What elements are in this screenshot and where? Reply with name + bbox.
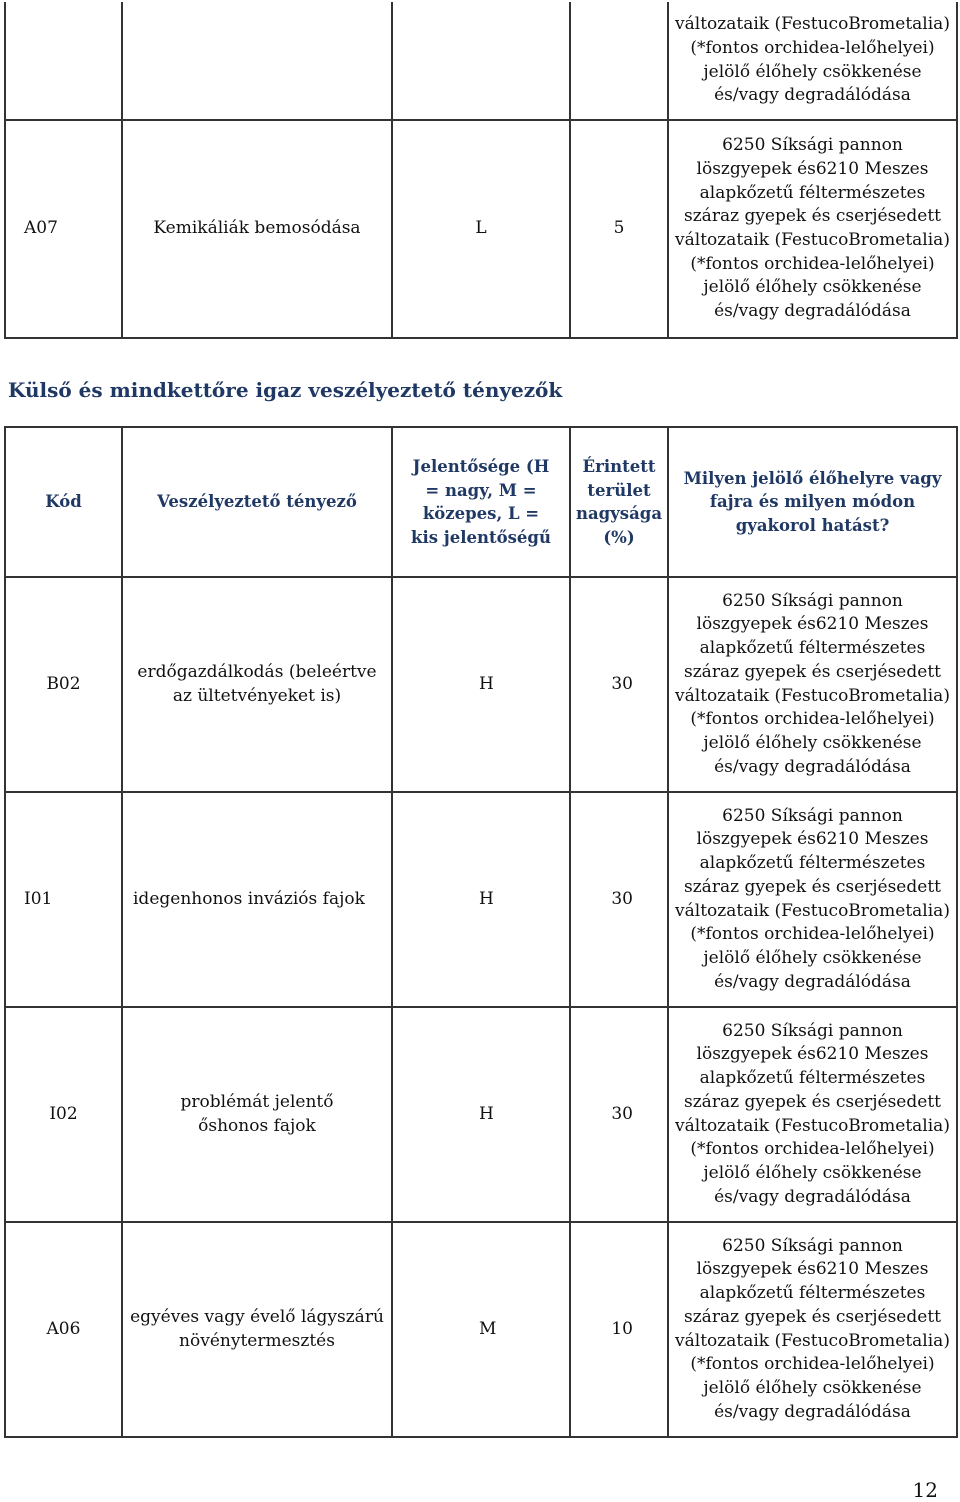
table-row	[5, 2, 957, 120]
factor-cell: erdőgazdálkodás (beleértve az ültetvényeket is)	[122, 577, 392, 792]
header-impact: Milyen jelölő élőhelyre vagy fajra és milyen módon gyakorol hatást?	[668, 427, 957, 577]
page-number: 12	[912, 1478, 938, 1502]
table-header-row	[5, 427, 957, 577]
impact-cell: 6250 Síksági pannon löszgyepek és6210 Meszes alapkőzetű féltermészetes száraz gyepek és cserjésedett változataik (FestucoBrometalia)(*fontos orchidea-lelőhelyei) jelölő élőhely csökkenése és/vagy degradálódása	[668, 792, 957, 1007]
level-cell: H	[392, 577, 570, 792]
area-cell: 5	[570, 120, 668, 338]
table-row	[5, 1222, 957, 1437]
area-cell	[570, 2, 668, 120]
factor-cell: Kemikáliák bemosódása	[122, 120, 392, 338]
table-row	[5, 1007, 957, 1222]
header-code: Kód	[5, 427, 122, 577]
table-row	[5, 792, 957, 1007]
threats-table-continued	[4, 2, 958, 339]
area-cell: 30	[570, 577, 668, 792]
area-cell: 30	[570, 1007, 668, 1222]
impact-cell: változataik (FestucoBrometalia)(*fontos orchidea-lelőhelyei) jelölő élőhely csökkenése és/vagy degradálódása	[668, 2, 957, 120]
impact-cell: 6250 Síksági pannon löszgyepek és6210 Meszes alapkőzetű féltermészetes száraz gyepek és cserjésedett változataik (FestucoBrometalia)(*fontos orchidea-lelőhelyei) jelölő élőhely csökkenése és/vagy degradálódása	[668, 1222, 957, 1437]
code-cell	[5, 2, 122, 120]
code-cell: I02	[5, 1007, 122, 1222]
code-cell: A07	[5, 120, 122, 338]
area-cell: 10	[570, 1222, 668, 1437]
level-cell	[392, 2, 570, 120]
level-cell: H	[392, 792, 570, 1007]
threats-table	[4, 426, 958, 1438]
factor-cell: problémát jelentő őshonos fajok	[122, 1007, 392, 1222]
level-cell: M	[392, 1222, 570, 1437]
area-cell: 30	[570, 792, 668, 1007]
code-cell: A06	[5, 1222, 122, 1437]
header-factor: Veszélyeztető tényező	[122, 427, 392, 577]
table-row	[5, 120, 957, 338]
impact-cell: 6250 Síksági pannon löszgyepek és6210 Meszes alapkőzetű féltermészetes száraz gyepek és cserjésedett változataik (FestucoBrometalia)(*fontos orchidea-lelőhelyei) jelölő élőhely csökkenése és/vagy degradálódása	[668, 577, 957, 792]
impact-cell: 6250 Síksági pannon löszgyepek és6210 Meszes alapkőzetű féltermészetes száraz gyepek és cserjésedett változataik (FestucoBrometalia)(*fontos orchidea-lelőhelyei) jelölő élőhely csökkenése és/vagy degradálódása	[668, 120, 957, 338]
factor-cell	[122, 2, 392, 120]
factor-cell: idegenhonos inváziós fajok	[122, 792, 392, 1007]
code-cell: I01	[5, 792, 122, 1007]
level-cell: H	[392, 1007, 570, 1222]
header-area: Érintett terület nagysága (%)	[570, 427, 668, 577]
code-cell: B02	[5, 577, 122, 792]
factor-cell: egyéves vagy évelő lágyszárú növénytermesztés	[122, 1222, 392, 1437]
level-cell: L	[392, 120, 570, 338]
section-heading: Külső és mindkettőre igaz veszélyeztető tényezők	[8, 378, 563, 402]
impact-cell: 6250 Síksági pannon löszgyepek és6210 Meszes alapkőzetű féltermészetes száraz gyepek és cserjésedett változataik (FestucoBrometalia)(*fontos orchidea-lelőhelyei) jelölő élőhely csökkenése és/vagy degradálódása	[668, 1007, 957, 1222]
table-row	[5, 577, 957, 792]
header-level: Jelentősége (H = nagy, M = közepes, L = kis jelentőségű	[392, 427, 570, 577]
